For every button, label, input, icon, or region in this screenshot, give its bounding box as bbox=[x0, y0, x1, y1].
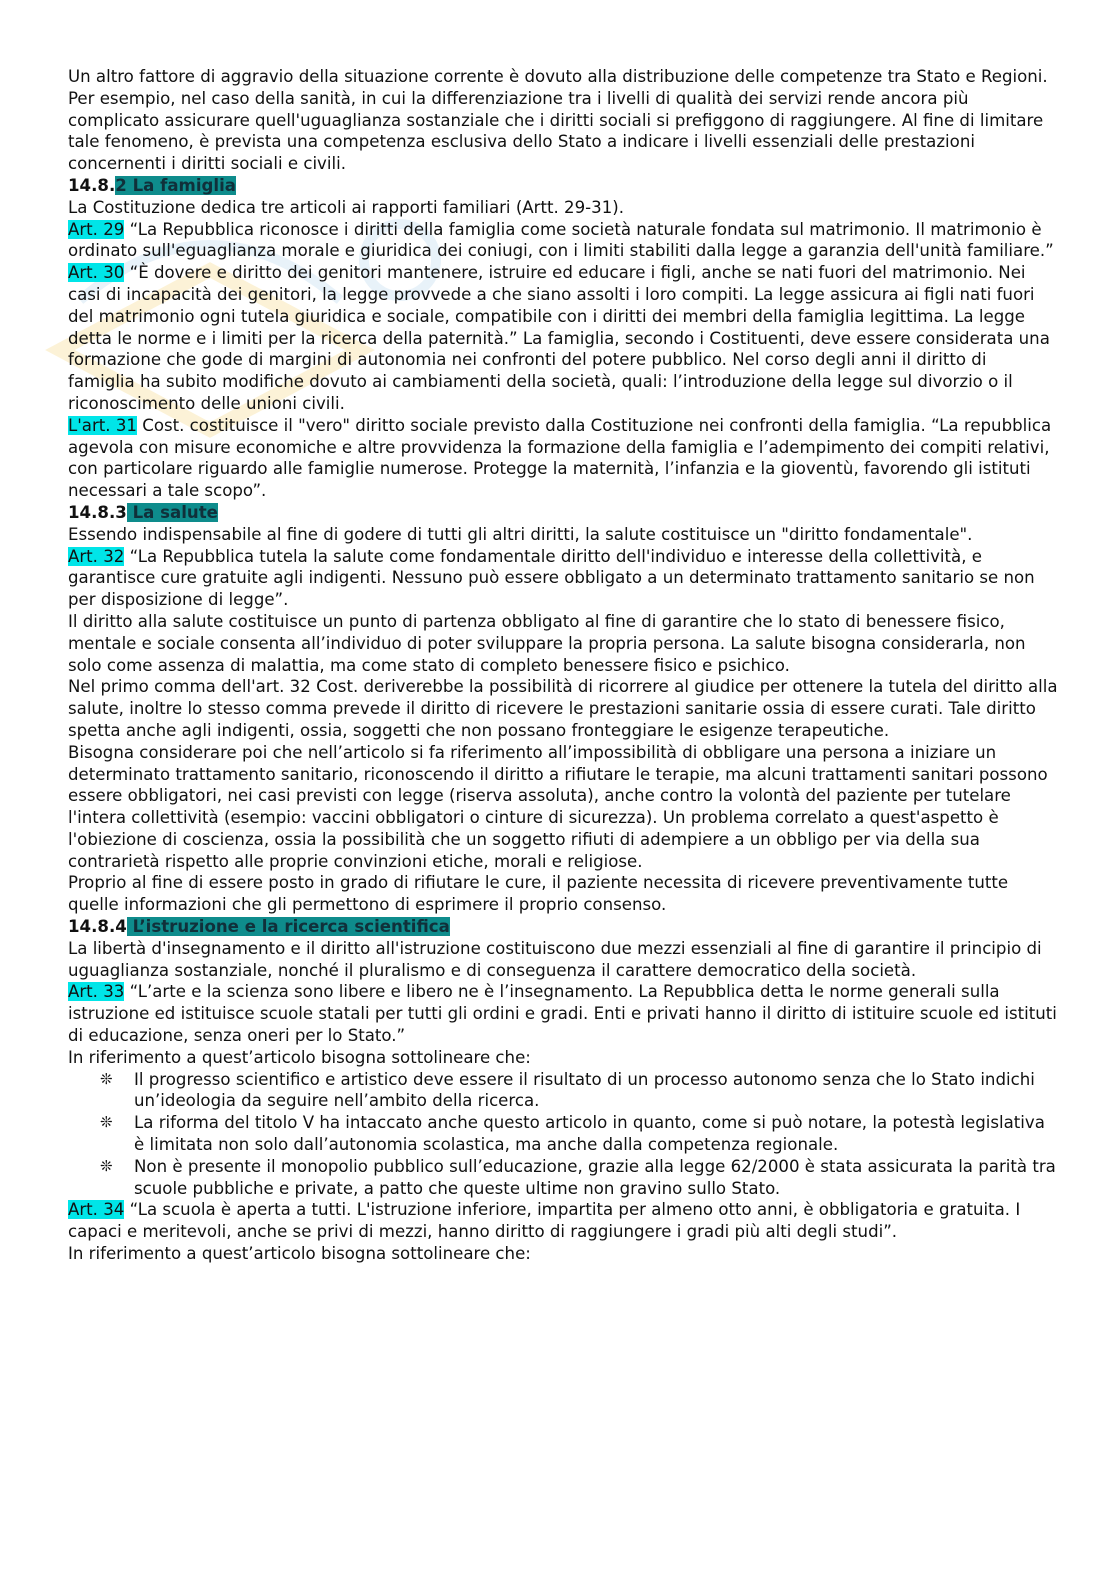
article-ref: Art. 29 bbox=[68, 219, 125, 239]
article-text: Cost. costituisce il "vero" diritto sociale previsto dalla Costituzione nei confronti della famiglia. “La repubblica agevola con misure economiche e altre provvidenza la formazione della famiglia e l’adempimento dei compiti relativi, con particolare riguardo alle famiglie numerose. Protegge la maternità, l’infanzia e la gioventù, favorendo gli istituti necessari a tale scopo”. bbox=[68, 415, 1052, 501]
article-text: “La scuola è aperta a tutti. L'istruzione inferiore, impartita per almeno otto anni, è obbligatoria e gratuita. I capaci e meritevoli, anche se privi di mezzi, hanno diritto di raggiungere i gradi più alti degli studi”. bbox=[68, 1200, 1021, 1242]
list-item-text: La riforma del titolo V ha intaccato anche questo articolo in quanto, come si può notare, la potestà legislativa è limitata non solo dall’autonomia scolastica, ma anche dalla competenza regionale. bbox=[134, 1113, 1045, 1155]
article-ref: Art. 30 bbox=[68, 263, 125, 283]
bullet-list bbox=[68, 1069, 1058, 1200]
paragraph: La libertà d'insegnamento e il diritto all'istruzione costituiscono due mezzi essenziali al fine di garantire il principio di uguaglianza sostanziale, nonché il pluralismo e di conseguenza il carattere democratico della società. bbox=[68, 938, 1042, 980]
article-29 bbox=[68, 219, 1058, 263]
section-number: 14.8.4 bbox=[68, 917, 127, 937]
section-number: 14.8.3 bbox=[68, 502, 127, 522]
article-text: “È dovere e diritto dei genitori mantenere, istruire ed educare i figli, anche se nati fuori del matrimonio. Nei casi di incapacità dei genitori, la legge provvede a che siano assolti i loro compiti. La legge assicura ai figli nati fuori del matrimonio ogni tutela giuridica e sociale, compatibile con i diritti dei membri della famiglia legittima. La legge detta le norme e i limiti per la ricerca della paternità.” La famiglia, secondo i Costituenti, deve essere considerata una formazione che gode di margini di autonomia nei confronti del potere pubblico. Nel corso degli anni il diritto di famiglia ha subito modifiche dovuto ai cambiamenti della società, quali: l’introduzione della legge sul divorzio o il riconoscimento delle unioni civili. bbox=[68, 263, 1050, 413]
paragraph: Il diritto alla salute costituisce un punto di partenza obbligato al fine di garantire che lo stato di benessere fisico, mentale e sociale consenta all’individuo di poter sviluppare la propria persona. La salute bisogna considerarla, non solo come assenza di malattia, ma come stato di completo benessere fisico e psichico. bbox=[68, 611, 1026, 675]
section-heading-famiglia bbox=[68, 175, 1058, 197]
bullet-icon: ❊ bbox=[100, 1113, 113, 1132]
document-body bbox=[68, 66, 1058, 1265]
section-heading-istruzione bbox=[68, 916, 1058, 938]
article-ref: Art. 33 bbox=[68, 982, 125, 1002]
list-item bbox=[100, 1156, 1058, 1200]
paragraph: In riferimento a quest’articolo bisogna sottolineare che: bbox=[68, 1047, 531, 1067]
article-30 bbox=[68, 262, 1058, 415]
intro-paragraph: Un altro fattore di aggravio della situazione corrente è dovuto alla distribuzione delle competenze tra Stato e Regioni. Per esempio, nel caso della sanità, in cui la differenziazione tra i livelli di qualità dei servizi rende ancora più complicato assicurare quell'uguaglianza sostanziale che i diritti sociali si prefiggono di raggiungere. Al fine di limitare tale fenomeno, è prevista una competenza esclusiva dello Stato a indicare i livelli essenziali delle prestazioni concernenti i diritti sociali e civili. bbox=[68, 67, 1048, 174]
article-33 bbox=[68, 981, 1058, 1046]
section-heading-salute bbox=[68, 502, 1058, 524]
article-32 bbox=[68, 546, 1058, 611]
section-title: L’istruzione e la ricerca scientifica bbox=[126, 917, 450, 937]
section-number: 14.8. bbox=[68, 175, 116, 195]
article-text: “La Repubblica riconosce i diritti della famiglia come società naturale fondata sul matrimonio. Il matrimonio è ordinato sull'eguaglianza morale e giuridica dei coniugi, con i limiti stabiliti dalla legge a garanzia dell'unità familiare.” bbox=[68, 219, 1054, 261]
paragraph: La Costituzione dedica tre articoli ai rapporti familiari (Artt. 29-31). bbox=[68, 197, 624, 217]
list-item bbox=[100, 1069, 1058, 1113]
article-31 bbox=[68, 415, 1058, 502]
paragraph: Proprio al fine di essere posto in grado di rifiutare le cure, il paziente necessita di ricevere preventivamente tutte quelle informazioni che gli permettono di esprimere il proprio consenso. bbox=[68, 873, 1009, 915]
article-34 bbox=[68, 1199, 1058, 1243]
section-title: 2 La famiglia bbox=[115, 175, 236, 195]
paragraph: Essendo indispensabile al fine di godere di tutti gli altri diritti, la salute costituisce un "diritto fondamentale". bbox=[68, 524, 973, 544]
list-item-text: Non è presente il monopolio pubblico sull’educazione, grazie alla legge 62/2000 è stata assicurata la parità tra scuole pubbliche e private, a patto che queste ultime non gravino sullo Stato. bbox=[134, 1156, 1056, 1198]
article-ref: Art. 34 bbox=[68, 1200, 125, 1220]
paragraph: Bisogna considerare poi che nell’articolo si fa riferimento all’impossibilità di obbligare una persona a iniziare un determinato trattamento sanitario, riconoscendo il diritto a rifiutare le terapie, ma alcuni trattamenti sanitari possono essere obbligatori, nei casi previsti con legge (riserva assoluta), anche contro la volontà del paziente per tutelare l'intera collettività (esempio: vaccini obbligatori o cinture di sicurezza). Un problema correlato a quest'aspetto è l'obiezione di coscienza, ossia la possibilità che un soggetto rifiuti di adempiere a un obbligo per via della sua contrarietà rispetto alle proprie convinzioni etiche, morali e religiose. bbox=[68, 742, 1048, 871]
paragraph: In riferimento a quest’articolo bisogna sottolineare che: bbox=[68, 1244, 531, 1264]
paragraph: Nel primo comma dell'art. 32 Cost. deriverebbe la possibilità di ricorrere al giudice per ottenere la tutela del diritto alla salute, inoltre lo stesso comma prevede il diritto di ricevere le prestazioni sanitarie ossia di essere curati. Tale diritto spetta anche agli indigenti, ossia, soggetti che non possano fronteggiare le esigenze terapeutiche. bbox=[68, 677, 1058, 740]
list-item bbox=[100, 1112, 1058, 1156]
article-text: “L’arte e la scienza sono libere e libero ne è l’insegnamento. La Repubblica detta le norme generali sulla istruzione ed istituisce scuole statali per tutti gli ordini e gradi. Enti e privati hanno il diritto di istituire scuole ed istituti di educazione, senza oneri per lo Stato.” bbox=[68, 982, 1057, 1046]
bullet-icon: ❊ bbox=[100, 1069, 113, 1088]
article-text: “La Repubblica tutela la salute come fondamentale diritto dell'individuo e interesse della collettività, e garantisce cure gratuite agli indigenti. Nessuno può essere obbligato a un determinato trattamento sanitario se non per disposizione di legge”. bbox=[68, 546, 1035, 610]
section-title: La salute bbox=[126, 502, 218, 522]
article-ref: L'art. 31 bbox=[68, 415, 137, 435]
article-ref: Art. 32 bbox=[68, 546, 125, 566]
list-item-text: Il progresso scientifico e artistico deve essere il risultato di un processo autonomo senza che lo Stato indichi un’ideologia da seguire nell’ambito della ricerca. bbox=[134, 1069, 1035, 1111]
bullet-icon: ❊ bbox=[100, 1156, 113, 1175]
